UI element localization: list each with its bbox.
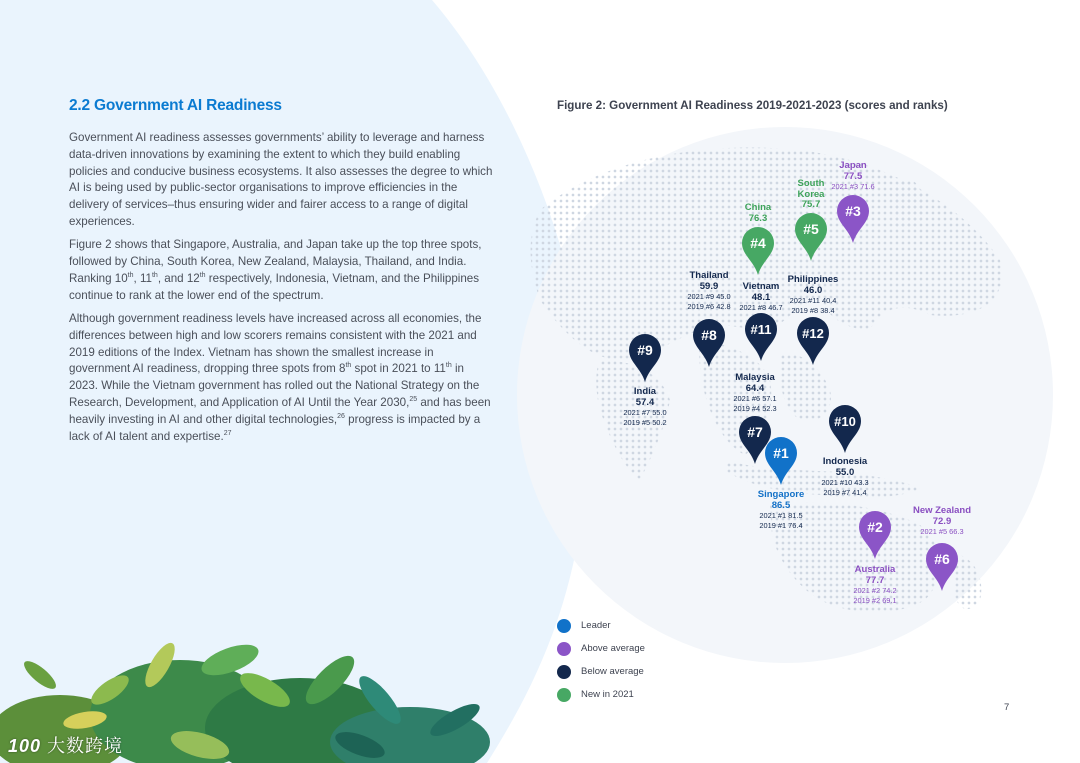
pin-label-thailand: [687, 271, 730, 311]
country-name: Indonesia: [822, 456, 868, 467]
country-history: 2021 #6 57.1: [733, 394, 777, 403]
pin-rank: #4: [750, 235, 766, 251]
country-score: 75.7: [801, 199, 821, 210]
country-score: 72.9: [932, 515, 952, 527]
country-score: 46.0: [803, 284, 823, 296]
pin-rank: #11: [750, 322, 772, 337]
pin-rank: #3: [845, 203, 861, 219]
country-name: Japan: [839, 160, 867, 171]
body-paragraph-2: Figure 2 shows that Singapore, Australia, and Japan take up the top three spots, followed by China, South Korea, New Zealand, Malaysia, Thailand, and India. Ranking 10th, 11th, and 12th respectively, Indonesia, Vietnam, and the Philippines continue to rank at the lower end of the spectrum.: [69, 238, 482, 302]
pin-vietnam: [745, 313, 777, 361]
pin-rank: #1: [773, 445, 789, 461]
country-score: 55.0: [835, 466, 855, 478]
watermark-text: 大数跨境: [47, 736, 124, 756]
pin-rank: #8: [701, 327, 717, 343]
country-score: 59.9: [699, 280, 719, 292]
pin-label-australia: [853, 565, 896, 605]
pin-marker: [829, 405, 861, 453]
country-history: 2019 #6 42.8: [687, 301, 731, 311]
pin-rank: #6: [934, 551, 950, 567]
pin-rank: #5: [803, 221, 819, 237]
country-history: 2021 #9 45.0: [687, 292, 731, 301]
watermark: [8, 732, 123, 758]
pin-rank: #10: [834, 414, 856, 429]
superscript: 26: [337, 412, 345, 420]
superscript: th: [199, 272, 206, 280]
legend-label: New in 2021: [581, 689, 634, 700]
body-paragraph-1: Government AI readiness assesses governments’ ability to leverage and harness data-driven innovations by examining the extent to which they build enabling policies and conducive business ecosystems. It also assesses the degree to which AI is being used by public-sector organisations to improve efficiencies in the delivery of services–thus ensuring wider and fairer access to a range of digital experiences.: [69, 131, 493, 228]
country-history: 2021 #1 81.5: [759, 511, 803, 520]
country-name: India: [633, 386, 657, 397]
country-history: 2021 #2 74.2: [853, 586, 897, 595]
country-name: Philippines: [787, 274, 839, 285]
pin-label-singapore: [758, 490, 804, 530]
pin-label-philippines: [788, 275, 839, 315]
legend-dot-new-in-2021: [557, 688, 571, 702]
watermark-logo: 100: [8, 736, 42, 756]
country-history: 2021 #3 71.6: [831, 182, 875, 191]
pin-label-new-zealand: [913, 506, 971, 537]
country-score: 86.5: [771, 499, 791, 511]
country-score: 48.1: [751, 291, 771, 303]
pin-rank: #2: [867, 519, 883, 535]
country-name: Australia: [854, 564, 896, 575]
country-name: China: [744, 202, 772, 213]
country-history: 2021 #7 55.0: [623, 408, 667, 417]
country-history: 2021 #8 46.7: [739, 303, 783, 312]
superscript: th: [445, 362, 452, 370]
figure-title: Figure 2: Government AI Readiness 2019-2021-2023 (scores and ranks): [557, 99, 948, 112]
country-score: 76.3: [748, 212, 768, 224]
page-number: 7: [1004, 702, 1010, 713]
superscript: th: [345, 362, 352, 370]
country-score: 57.4: [635, 396, 655, 408]
country-history: 2021 #5 66.3: [920, 527, 964, 536]
country-name: South Korea: [797, 178, 825, 200]
legend-item-leader: [557, 614, 645, 637]
pin-rank: #7: [747, 424, 763, 440]
country-name: Singapore: [757, 489, 805, 500]
pin-label-india: [623, 387, 666, 427]
legend-dot-above-average: [557, 642, 571, 656]
legend-label: Below average: [581, 666, 644, 677]
country-history: 2019 #1 76.4: [759, 520, 803, 530]
pin-label-vietnam: [739, 282, 782, 313]
pin-rank: #12: [802, 326, 824, 341]
legend: [557, 614, 645, 706]
legend-dot-below-average: [557, 665, 571, 679]
pin-label-japan: [831, 161, 874, 192]
pin-rank: #9: [637, 342, 653, 358]
legend-item-above-average: [557, 637, 645, 660]
superscript: th: [151, 272, 158, 280]
legend-dot-leader: [557, 619, 571, 633]
country-score: 77.5: [843, 170, 863, 182]
country-name: Thailand: [689, 270, 729, 281]
body-text: [69, 130, 494, 452]
pin-label-indonesia: [821, 457, 868, 497]
pin-indonesia: [829, 405, 861, 453]
legend-item-new-in-2021: [557, 683, 645, 706]
body-paragraph-3: Although government readiness levels have increased across all economies, the differences between high and low scorers remains consistent with the 2021 and 2019 editions of the Index. Vietnam has shown the smallest increase in government AI readiness, dropping three spots from 8th spot in 2021 to 11th in 2023. While the Vietnam government has rolled out the National Strategy on the Research, Development, and Application of AI Until the Year 2030,25 and has been heavily investing in AI and other digital technologies,$^{26}$ progress is impacted by a lack of AI talent and expertise.$^{27}$: [69, 311, 491, 443]
pin-label-south-korea: [791, 179, 831, 211]
country-name: Malaysia: [735, 372, 775, 383]
country-score: 64.4: [745, 382, 765, 394]
pin-label-malaysia: [733, 373, 776, 413]
pin-marker: [745, 313, 777, 361]
country-score: 77.7: [865, 574, 885, 586]
country-history: 2021 #11 40.4: [789, 296, 837, 305]
country-history: 2019 #7 41.4: [823, 487, 867, 497]
country-history: 2019 #2 69.1: [853, 595, 897, 605]
country-history: 2019 #4 52.3: [733, 403, 777, 413]
legend-label: Above average: [581, 643, 645, 654]
pin-label-china: [745, 203, 771, 224]
superscript: th: [127, 272, 134, 280]
superscript: 27: [223, 429, 232, 437]
superscript: 25: [409, 396, 418, 404]
country-history: 2019 #8 38.4: [791, 305, 835, 315]
country-name: New Zealand: [912, 505, 972, 516]
country-name: Vietnam: [742, 281, 780, 292]
legend-label: Leader: [581, 620, 611, 631]
legend-item-below-average: [557, 660, 645, 683]
section-title: 2.2 Government AI Readiness: [69, 97, 282, 114]
country-history: 2021 #10 43.3: [821, 478, 869, 487]
country-history: 2019 #5 50.2: [623, 417, 667, 427]
